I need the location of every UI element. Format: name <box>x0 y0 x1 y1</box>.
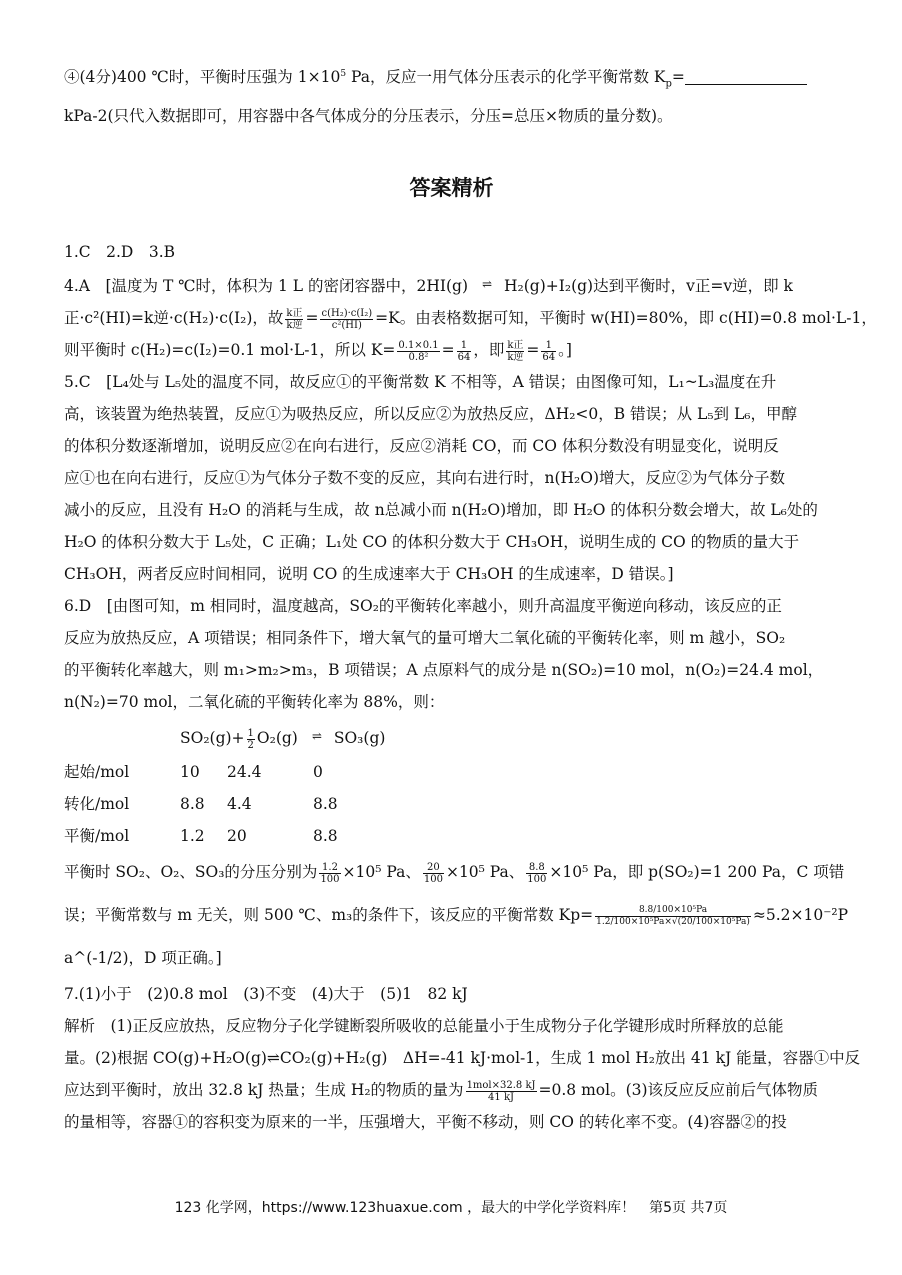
explanation-line-4: 的量相等，容器①的容积变为原来的一半，压强增大，平衡不移动，则 CO 的转化率不变。(4)容器②的投 <box>64 1113 787 1132</box>
answer-4-line-1: 4.A [温度为 T ℃时，体积为 1 L 的密闭容器中，2HI(g) ⇌ H₂(g)+I₂(g)达到平衡时，v正=v逆，即 k <box>64 268 839 302</box>
fraction: $\frac{\text{8.8/100×10⁵Pa}}{\text{1.2/100×10⁵Pa×√(20/100×10⁵Pa)}}$ <box>596 904 750 927</box>
answer-5-line-4: 应①也在向右进行，反应①为气体分子数不变的反应，其向右进行时，n(H₂O)增大，反应②为气体分子数 <box>64 469 786 488</box>
answers-1-3: 1.C 2.D 3.B <box>64 243 176 262</box>
fraction: $\frac{1}{2}$ <box>247 727 254 751</box>
fraction: $\frac{8.8}{100}$ <box>527 861 547 885</box>
reaction-equation: SO₂(g)+ $\frac{1}{2}$ O₂(g) ⇌ SO₃(g) <box>64 718 839 756</box>
answer-7: 7.(1)小于 (2)0.8 mol (3)不变 (4)大于 (5)1 82 kJ <box>64 985 468 1004</box>
equilibrium-arrow-icon: ⇌ <box>311 729 320 744</box>
answer-5-line-7: CH₃OH，两者反应时间相同，说明 CO 的生成速率大于 CH₃OH 的生成速率，D 错误。] <box>64 565 674 584</box>
table-row: 转化/mol 8.8 4.4 8.8 <box>64 795 338 814</box>
question-4-line-1: ④(4分)400 ℃时，平衡时压强为 $1\times 10^5$ Pa，反应一用气体分压表示的化学平衡常数 $K_p=$ <box>64 58 839 100</box>
fraction: $\frac{\text{k正}}{\text{k逆}}$ <box>286 307 303 331</box>
answer-5-line-6: H₂O 的体积分数大于 L₅处，C 正确；L₁处 CO 的体积分数大于 CH₃OH，说明生成的 CO 的物质的量大于 <box>64 533 800 552</box>
question-4-line-2: kPa-2(只代入数据即可，用容器中各气体成分的分压表示，分压=总压×物质的量分数)。 <box>64 107 673 126</box>
fraction: $\frac{1.2}{100}$ <box>320 861 340 885</box>
answer-blank <box>685 66 807 85</box>
section-title: 答案精析 <box>409 176 494 201</box>
fraction: $\frac{\text{c(H₂)·c(I₂)}}{\text{c²(HI)}}$ <box>321 307 373 331</box>
fraction: $\frac{\text{k正}}{\text{k逆}}$ <box>507 339 524 363</box>
explanation-line-3: 应达到平衡时，放出 32.8 kJ 热量；生成 H₂的物质的量为 $\frac{\text{1mol×32.8 kJ}}{41 kJ}$ =0.8 mol。(3)该反应反应前后气体物质 <box>64 1079 819 1103</box>
document-page <box>64 58 877 1138</box>
partial-pressures-line: 平衡时 SO₂、O₂、SO₃的分压分别为 $\frac{1.2}{100}$ ×10⁵ Pa、 $\frac{20}{100}$ ×10⁵ Pa、 $\frac{8.8}{100}$ ×10⁵ Pa，即 p(SO₂)=1 200 Pa，C 项错 <box>64 861 845 885</box>
answer-6-line-2: 反应为放热反应，A 项错误；相同条件下，增大氧气的量可增大二氧化硫的平衡转化率，则 m 越小，SO₂ <box>64 629 786 648</box>
answer-6-line-1: 6.D [由图可知，m 相同时，温度越高，SO₂的平衡转化率越小，则升高温度平衡逆向移动，该反应的正 <box>64 597 782 616</box>
table-row: 平衡/mol 1.2 20 8.8 <box>64 827 338 846</box>
kp-line: 误；平衡常数与 m 无关，则 500 ℃、m₃的条件下，该反应的平衡常数 Kp= $\frac{\text{8.8/100×10⁵Pa}}{\text{1.2/100×10⁵Pa×√(20/100×10⁵Pa)}}$ ≈5.2×10⁻²P <box>64 904 849 927</box>
equilibrium-arrow-icon: ⇌ <box>481 277 491 292</box>
explanation-line-1: 解析 (1)正反应放热，反应物分子化学键断裂所吸收的总能量小于生成物分子化学键形成时所释放的总能 <box>64 1017 784 1036</box>
kp-unit-line: a^(-1/2)，D 项正确。] <box>64 949 222 968</box>
answer-6-line-4: n(N₂)=70 mol，二氧化硫的平衡转化率为 88%，则： <box>64 693 445 712</box>
fraction: $\frac{0.1\times 0.1}{\text{0.8²}}$ <box>398 339 439 363</box>
fraction: $\frac{\text{1mol×32.8 kJ}}{41 kJ}$ <box>466 1079 536 1103</box>
answer-5-line-3: 的体积分数逐渐增加，说明反应②在向右进行，反应②消耗 CO，而 CO 体积分数没有明显变化，说明反 <box>64 437 779 456</box>
fraction: $\frac{20}{100}$ <box>423 861 443 885</box>
table-row: 起始/mol 10 24.4 0 <box>64 763 323 782</box>
fraction: $\frac{1}{64}$ <box>457 339 471 363</box>
answer-5-line-5: 减小的反应，且没有 H₂O 的消耗与生成，故 n总减小而 n(H₂O)增加，即 H₂O 的体积分数会增大，故 L₆处的 <box>64 501 818 520</box>
answer-5-line-2: 高，该装置为绝热装置，反应①为吸热反应，所以反应②为放热反应，ΔH₂<0，B 错误；从 L₅到 L₆，甲醇 <box>64 405 797 424</box>
answer-6-line-3: 的平衡转化率越大，则 m₁>m₂>m₃，B 项错误；A 点原料气的成分是 n(SO₂)=10 mol，n(O₂)=24.4 mol， <box>64 661 824 680</box>
three-stage-table <box>64 756 839 852</box>
answer-4-line-2: 正·c²(HI)=k逆·c(H₂)·c(I₂)，故 $\frac{\text{k正}}{\text{k逆}}$ = $\frac{\text{c(H₂)·c(I₂)}}{\text{c²(HI)}}$ =K。由表格数据可知，平衡时 w(HI)=80%，即 c(HI)=0.8 mol·L-1， <box>64 307 877 331</box>
fraction: $\frac{1}{64}$ <box>542 339 556 363</box>
page-footer: 123 化学网，https://www.123huaxue.com ，最大的中学化学资料库！ 第5页 共7页 <box>174 1200 728 1216</box>
answer-5-line-1: 5.C [L₄处与 L₅处的温度不同，故反应①的平衡常数 K 不相等，A 错误；由图像可知，L₁~L₃温度在升 <box>64 373 777 392</box>
answer-4-line-3: 则平衡时 c(H₂)=c(I₂)=0.1 mol·L-1，所以 K= $\frac{0.1\times 0.1}{\text{0.8²}}$ = $\frac{1}{64}$ ，即 $\frac{\text{k正}}{\text{k逆}}$ = $\frac{1}{64}$ 。] <box>64 339 572 363</box>
explanation-line-2: 量。(2)根据 CO(g)+H₂O(g)⇌CO₂(g)+H₂(g) ΔH=-41 kJ·mol-1，生成 1 mol H₂放出 41 kJ 能量，容器①中反 <box>64 1049 861 1068</box>
